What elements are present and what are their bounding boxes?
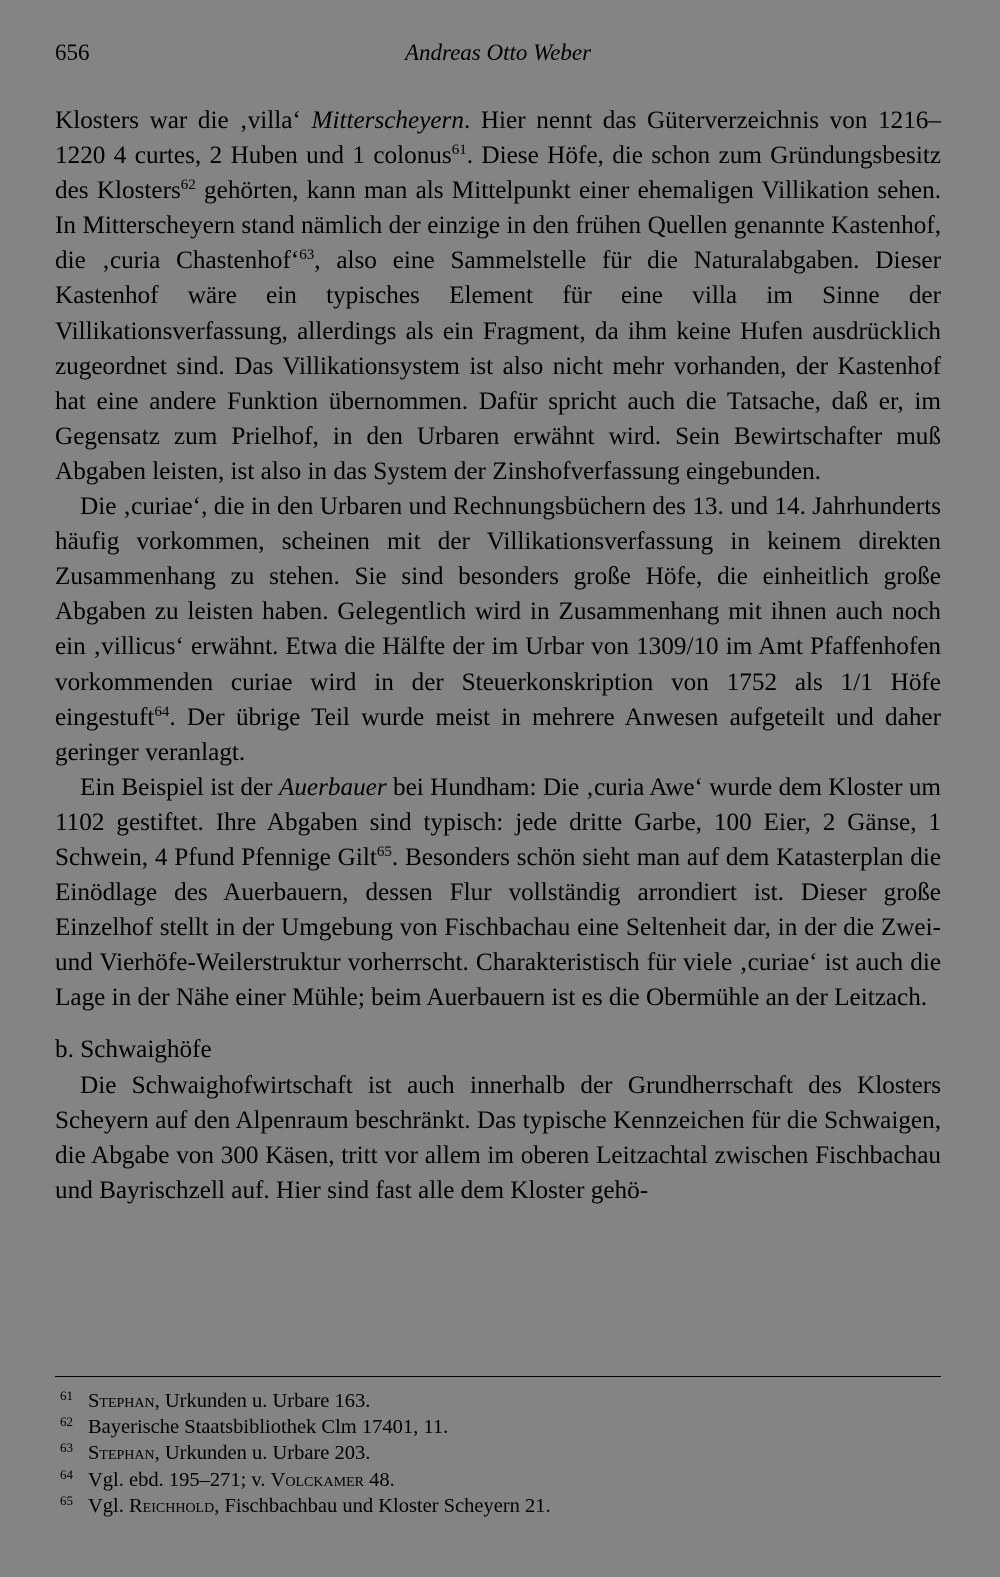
footnote-text: Vgl. xyxy=(88,1494,129,1517)
footnote-text-end: 48. xyxy=(363,1468,395,1491)
footnote-author: Stephan xyxy=(88,1442,155,1465)
footnote-text: Vgl. ebd. 195–271; v. xyxy=(88,1468,271,1491)
emphasis-place-name: Mitterscheyern xyxy=(311,107,464,134)
footnote-text: , Urkunden u. Urbare 163. xyxy=(154,1390,371,1412)
footnote-ref-64[interactable]: 64 xyxy=(154,703,170,720)
footnote-text: , Urkunden u. Urbare 203. xyxy=(154,1442,371,1465)
page-header xyxy=(55,40,941,76)
footnote-author: Volckamer xyxy=(270,1468,364,1491)
footnote-61: 61 Stephan, Urkunden u. Urbare 163. xyxy=(60,1388,371,1412)
footnote-author: Reichhold xyxy=(129,1494,215,1517)
paragraph-3: Ein Beispiel ist der Auerbauer bei Hundham: Die ‚curia Awe‘ wurde dem Kloster um 1102 gestiftet. Ihre Abgaben sind typisch: jede dritte Garbe, 100 Eier, 2 Gänse, 1 Schwein, 4 Pfund Pfennige Gilt$^{65}$. Besonders schön sieht man auf dem Katasterplan die Einödlage des Auerbauern, dessen Flur vollständig arrondiert ist. Dieser große Einzelhof stellt in der Umgebung von Fischbachau eine Seltenheit dar, in der die Zwei- und Vierhöfe-Weilerstruktur vorherrscht. Charakteristisch für viele ‚curiae‘ ist auch die Lage in der Nähe einer Mühle; beim Auerbauern ist es die Obermühle an der Leitzach. xyxy=(55,773,941,1012)
footnote-ref-65[interactable]: 65 xyxy=(376,843,392,860)
footnote-ref-62[interactable]: 62 xyxy=(180,177,196,194)
emphasis-farm-name: Auerbauer xyxy=(278,773,387,801)
footnote-62: 62 Bayerische Staatsbibliothek Clm 17401, 11. xyxy=(60,1414,449,1439)
footnote-author: Stephan xyxy=(88,1390,155,1412)
footnote-text-end: , Fischbachbau und Kloster Scheyern 21. xyxy=(214,1494,551,1517)
footnote-text: Bayerische Staatsbibliothek Clm 17401, 11. xyxy=(88,1416,449,1439)
paragraph-1: Klosters war die ‚villa‘ Mitterscheyern. Hier nennt das Güterverzeichnis von 1216–1220 4 curtes, 2 Huben und 1 colonus$^{61}$. Diese Höfe, die schon zum Gründungsbesitz des Klosters$^{62}$ gehörten, kann man als Mittelpunkt einer ehemaligen Villikation sehen. In Mitterscheyern stand nämlich der einzige in den frühen Quellen genannte Kastenhof, die ‚curia Chastenhof‘$^{63}$, also eine Sammelstelle für die Naturalabgaben. Dieser Kastenhof wäre ein typisches Element für eine villa im Sinne der Villikationsverfassung, allerdings als ein Fragment, da ihm keine Hufen ausdrücklich zugeordnet sind. Das Villikationsystem ist also nicht mehr vorhanden, der Kastenhof hat eine andere Funktion übernommen. Dafür spricht auch die Tatsache, daß er, im Gegensatz zum Prielhof, in den Urbaren erwähnt wird. Sein Bewirtschafter muß Abgaben leisten, ist also in das System der Zinshofverfassung eingebunden. xyxy=(55,107,942,485)
page-number: 656 xyxy=(55,40,90,65)
footnote-63: 63 Stephan, Urkunden u. Urbare 203. xyxy=(60,1440,371,1465)
paragraph-2: Die ‚curiae‘, die in den Urbaren und Rechnungsbüchern des 13. und 14. Jahrhunderts häufig vorkommen, scheinen mit der Villikationsverfassung in keinem direkten Zusammenhang zu stehen. Sie sind besonders große Höfe, die einheitlich große Abgaben zu leisten haben. Gelegentlich wird in Zusammenhang mit ihnen auch noch ein ‚villicus‘ erwähnt. Etwa die Hälfte der im Urbar von 1309/10 im Amt Pfaffenhofen vorkommenden curiae wird in der Steuerkonskription von 1752 als 1/1 Höfe eingestuft$^{64}$. Der übrige Teil wurde meist in mehrere Anwesen aufgeteilt und daher geringer veranlagt. xyxy=(55,493,941,766)
footnote-divider xyxy=(55,1376,941,1377)
footnote-64: 64 Vgl. ebd. 195–271; v. Volckamer 48. xyxy=(60,1466,395,1491)
footnote-65: 65 Vgl. Reichhold, Fischbachbau und Kloster Scheyern 21. xyxy=(60,1492,551,1517)
footnote-ref-63[interactable]: 63 xyxy=(299,247,315,264)
paragraph-4: Die Schwaighofwirtschaft ist auch innerhalb der Grundherrschaft des Klosters Scheyern auf den Alpenraum beschränkt. Das typische Kennzeichen für die Schwaigen, die Abgabe von 300 Käsen, tritt vor allem im oberen Leitzachtal zwischen Fischbachau und Bayrischzell auf. Hier sind fast alle dem Kloster gehö- xyxy=(55,1071,941,1204)
footnotes xyxy=(60,1388,940,1519)
section-heading: b. Schwaighöfe xyxy=(55,1036,212,1064)
running-head: Andreas Otto Weber xyxy=(404,40,592,65)
footnote-ref-61[interactable]: 61 xyxy=(451,142,467,159)
body-text xyxy=(55,103,941,1208)
